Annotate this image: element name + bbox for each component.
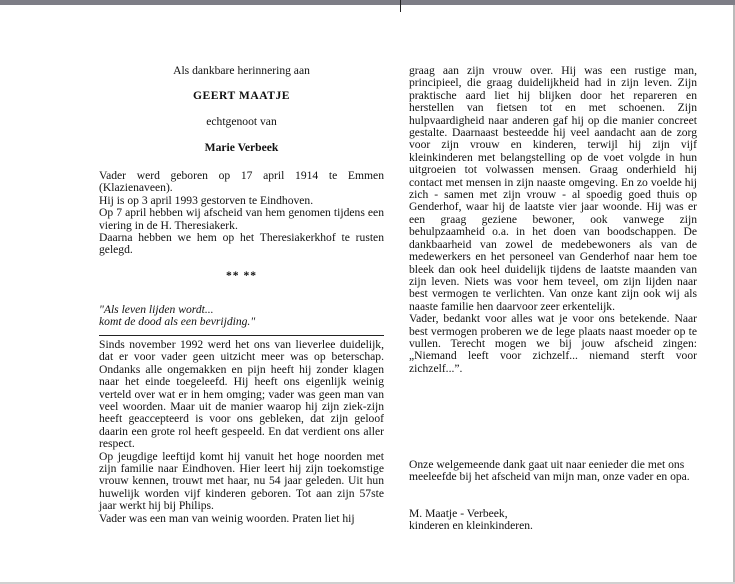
death-fact: Hij is op 3 april 1993 gestorven te Eindhoven. bbox=[99, 193, 314, 207]
life-facts bbox=[99, 170, 384, 257]
relation-line: echtgenoot van bbox=[206, 115, 277, 128]
deceased-name: GEERT MAATJE bbox=[193, 89, 290, 102]
signature bbox=[409, 508, 697, 533]
body-paragraph-1: Sinds november 1992 werd het ons van lieverlee duidelijk, dat er voor vader geen uitzicht meer was op beterschap. Ondanks alle ongemakken en pijn heeft hij zonder klagen naar het einde toegeleefd. Hij heeft ons eigenlijk weinig verteld over wat er in hem omging; vader was geen man van veel woorden. Maar uit de manier waarop hij zijn ziek-zijn heeft geaccepteerd is voor ons gebleken, dat zijn geloof daarin een grote rol heeft gespeeld. En dat verdient ons aller respect. bbox=[99, 338, 384, 451]
quote-line-2: komt de dood als een bevrijding." bbox=[99, 315, 256, 329]
right-paragraph-2: Vader, bedankt voor alles wat je voor ons betekende. Naar best vermogen proberen we de lege plaats naast moeder op te vullen. Terecht mogen we bij jouw afscheid zingen: „Niemand leeft voor zichzelf... niemand sterft voor zichzelf...”. bbox=[409, 312, 697, 375]
separator-stars: ** ** bbox=[225, 269, 258, 282]
body-paragraph-2: Op jeugdige leeftijd komt hij vanuit het hoge noorden met zijn familie naar Eindhoven. Hier leert hij zijn toekomstige vrouw kennen, trouwt met haar, nu 54 jaar geleden. Uit hun huwelijk worden vijf kinderen geboren. Tot aan zijn 57ste jaar werkt hij bij Philips. bbox=[99, 449, 384, 513]
right-body bbox=[409, 65, 697, 375]
spouse-name: Marie Verbeek bbox=[204, 141, 279, 154]
funeral-fact: Op 7 april hebben wij afscheid van hem genomen tijdens een viering in de H. Theresiakerk. bbox=[99, 206, 384, 232]
top-frame-bar bbox=[0, 0, 735, 5]
thanks-note: Onze welgemeende dank gaat uit naar eenieder die met ons meeleefde bij het afscheid van mijn man, onze vader en opa. bbox=[409, 458, 690, 484]
burial-fact: Daarna hebben we hem op het Theresiakerkhof te rusten gelegd. bbox=[99, 231, 384, 257]
body-paragraph-3: Vader was een man van weinig woorden. Praten liet hij bbox=[99, 511, 355, 525]
quote-line-1: "Als leven lijden wordt... bbox=[99, 303, 214, 316]
signature-line-2: kinderen en kleinkinderen. bbox=[409, 519, 533, 533]
birth-fact: Vader werd geboren op 17 april 1914 te Emmen (Klazienaveen). bbox=[99, 169, 384, 195]
left-body bbox=[99, 339, 384, 525]
quote-rule bbox=[99, 335, 384, 336]
quote bbox=[99, 304, 384, 329]
right-paragraph-1: graag aan zijn vrouw over. Hij was een rustige man, principieel, die graag duidelijkheid had in zijn leven. Zijn praktische aard liet hij blijken door het repareren en herstellen van fietsen tot en met schoenen. Zijn hulpvaardigheid naar anderen gaf hij op die manier concreet gestalte. Daarnaast besteedde hij veel aandacht aan de zorg voor zijn vrouw en kinderen, terwijl hij zijn vijf kleinkinderen met belangstelling op de voet volgde in hun uitgroeien tot volwassen mensen. Graag onderhield hij contact met mensen in zijn naaste omgeving. En zo voelde hij zich - samen met zijn vrouw - al spoedig goed thuis op Genderhof, waar hij de laatste vier jaar woonde. Hij was er een graag geziene bewoner, ook vanwege zijn behulpzaamheid o.a. in het doen van boodschappen. De dankbaarheid van zowel de medebewoners als van de medewerkers en het personeel van Genderhof naar hem toe bleek dan ook heel duidelijk tijdens de laatste maanden van zijn leven. Niets was voor hem teveel, om zijn lijden naar best vermogen te verlichten. Van onze kant zijn ook wij als naaste familie hen daarvoor zeer erkentelijk. bbox=[409, 64, 697, 313]
signature-line-1: M. Maatje - Verbeek, bbox=[409, 507, 508, 520]
intro-line: Als dankbare herinnering aan bbox=[173, 64, 310, 77]
fold-mark bbox=[400, 0, 401, 12]
